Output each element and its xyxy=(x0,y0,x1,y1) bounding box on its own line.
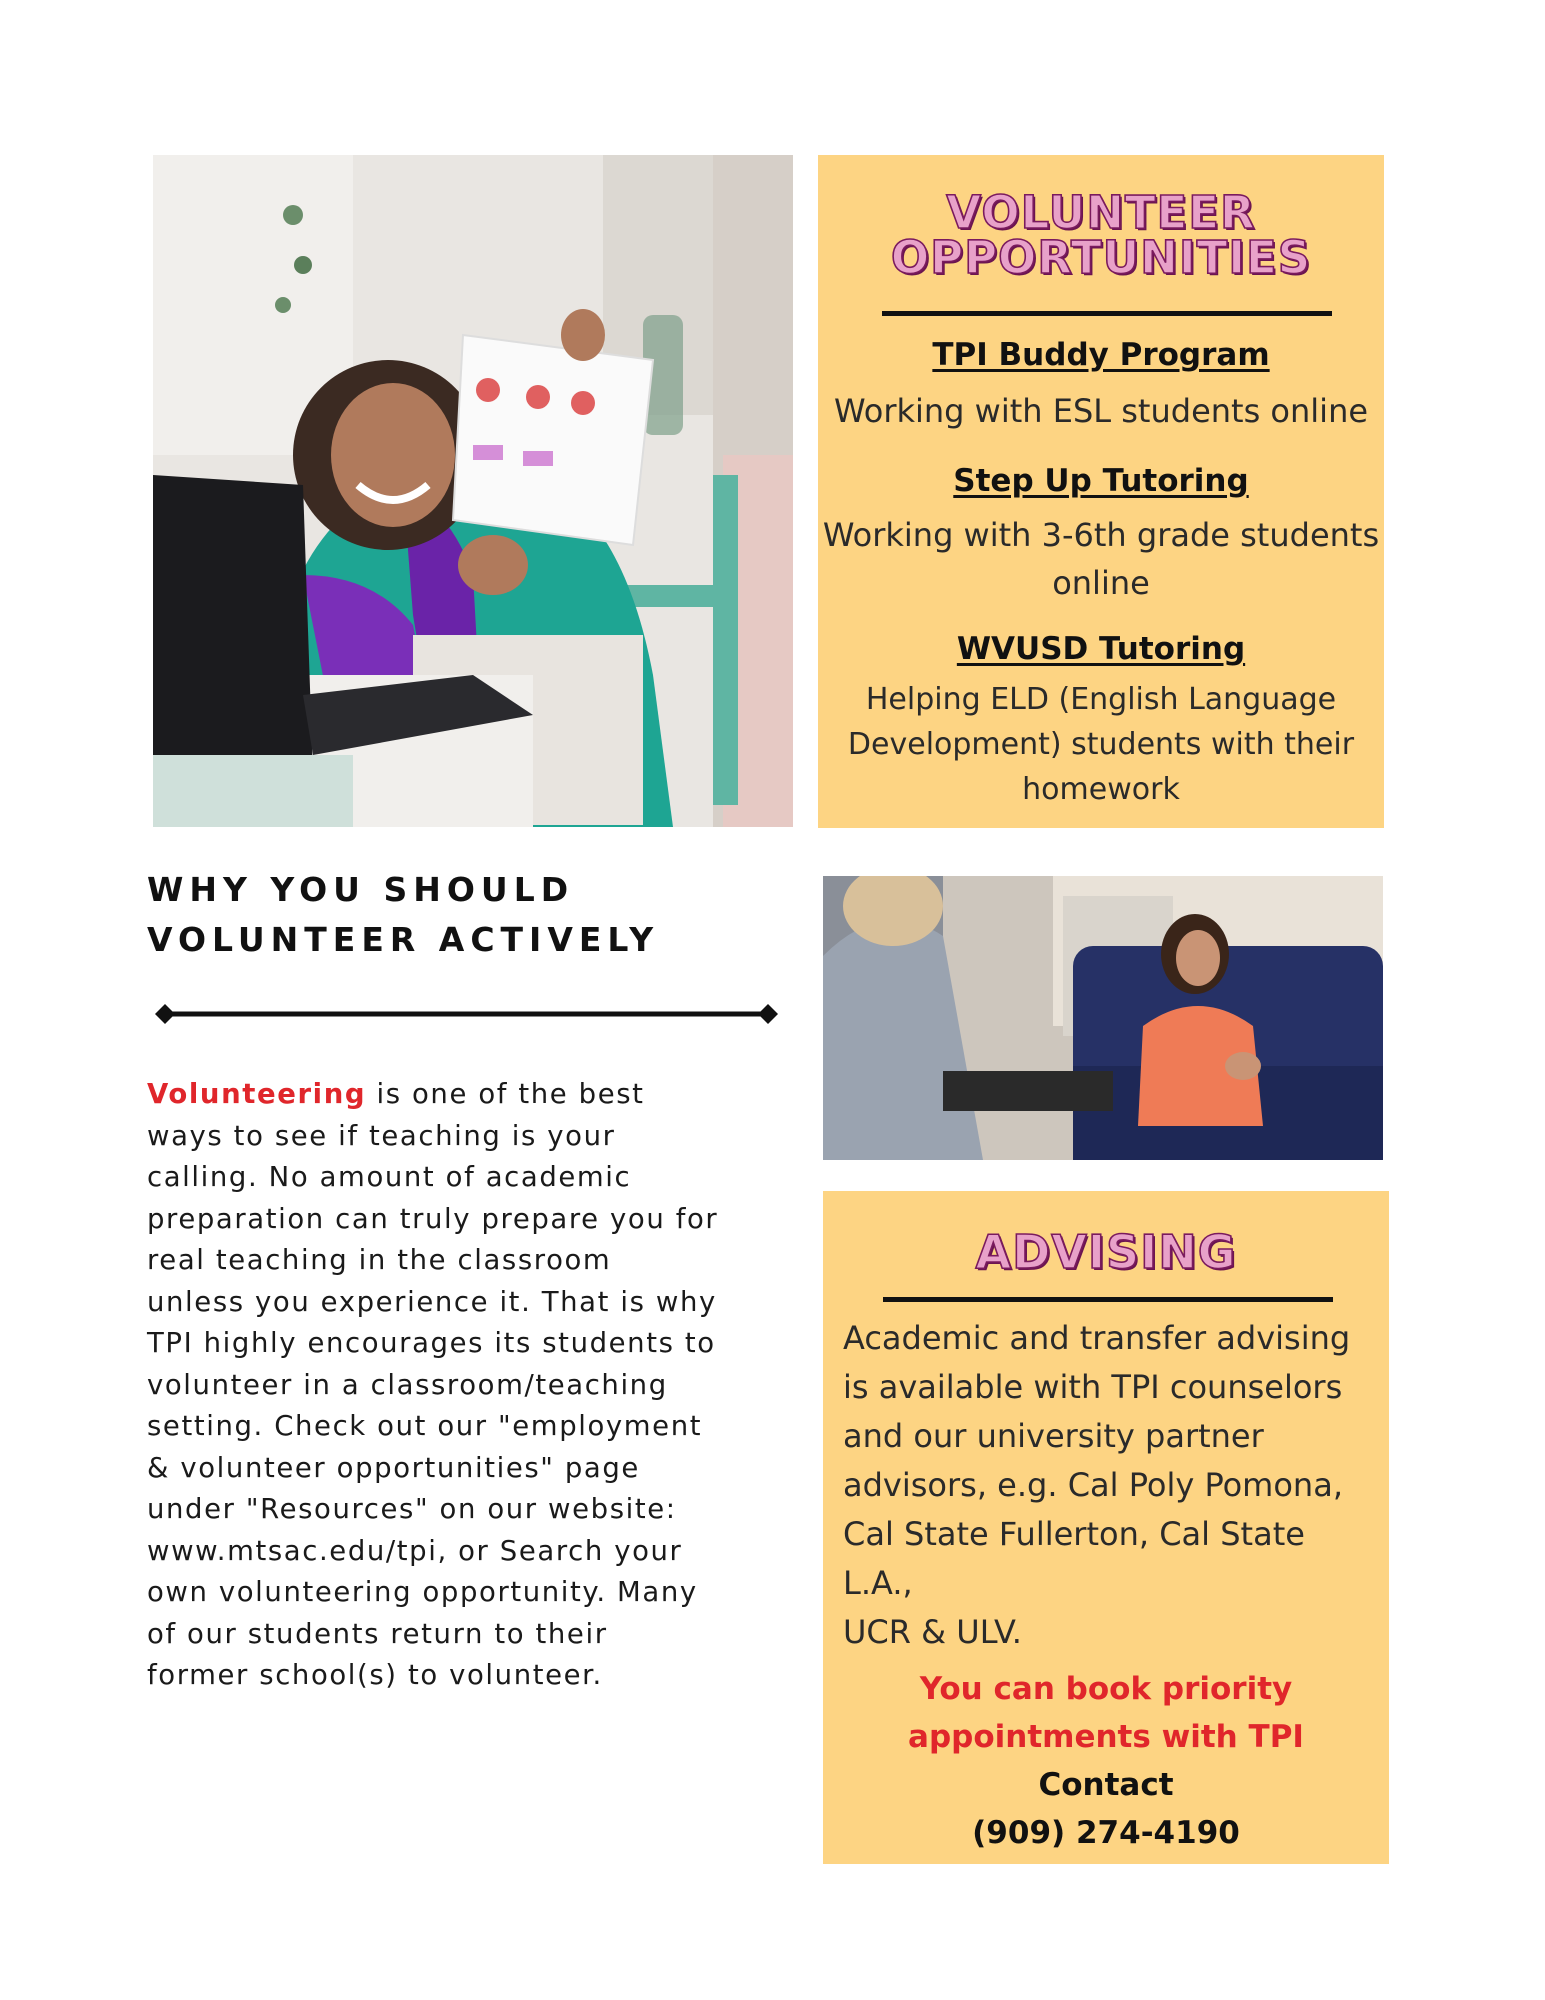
priority-appointments-line2: appointments with TPI xyxy=(908,1719,1304,1755)
diamond-divider xyxy=(155,1004,778,1024)
volunteering-highlight: Volunteering xyxy=(147,1078,367,1110)
program-desc-wvusd-line3: homework xyxy=(1022,772,1180,807)
program-desc-wvusd-line2: Development) students with their xyxy=(847,727,1355,762)
advising-heading-rule xyxy=(883,1297,1333,1302)
volunteer-photo xyxy=(153,155,793,827)
volunteer-opportunities-panel xyxy=(818,155,1384,828)
contact-label: Contact xyxy=(1038,1767,1174,1803)
priority-appointments-line1: You can book priority xyxy=(919,1671,1293,1707)
volunteer-heading-rule xyxy=(882,311,1332,316)
advising-description: Academic and transfer advising is available with TPI counselors and our university partner advisors, e.g. Cal Poly Pomona, Cal State Fullerton, Cal State L.A., UCR & ULV. xyxy=(843,1319,1351,1651)
program-desc-wvusd-line1: Helping ELD (English Language xyxy=(865,682,1337,717)
why-volunteer-title xyxy=(147,865,787,965)
contact-phone[interactable]: (909) 274-4190 xyxy=(972,1815,1240,1851)
volunteer-heading xyxy=(818,186,1384,284)
advising-heading: ADVISING xyxy=(975,1225,1237,1279)
volunteer-heading-line1: VOLUNTEER xyxy=(946,186,1256,239)
volunteer-heading-line2: OPPORTUNITIES xyxy=(890,231,1312,284)
program-desc-step-up-line1: Working with 3-6th grade students xyxy=(822,516,1380,554)
why-volunteer-paragraph: is one of the best ways to see if teaching is your calling. No amount of academic preparation can truly prepare you for real teaching in the classroom unless you experience it. That is why TPI highly encourages its students to volunteer in a classroom/teaching setting. Check out our "employment & volunteer opportunities" page under "Resources" on our website: www.mtsac.edu/tpi, or Search your own volunteering opportunity. Many of our students return to their former school(s) to volunteer. xyxy=(147,1078,719,1691)
why-volunteer-body xyxy=(147,1074,797,1697)
why-title-line1: WHY YOU SHOULD xyxy=(147,870,575,909)
program-title-tpi-buddy: TPI Buddy Program xyxy=(932,337,1270,373)
advising-photo xyxy=(823,876,1383,1160)
advising-panel xyxy=(823,1191,1389,1864)
program-title-wvusd: WVUSD Tutoring xyxy=(956,631,1246,667)
why-title-line2: VOLUNTEER ACTIVELY xyxy=(147,920,660,959)
program-title-step-up: Step Up Tutoring xyxy=(953,463,1249,499)
program-desc-step-up-line2: online xyxy=(1052,564,1150,602)
program-desc-tpi-buddy: Working with ESL students online xyxy=(833,392,1369,430)
